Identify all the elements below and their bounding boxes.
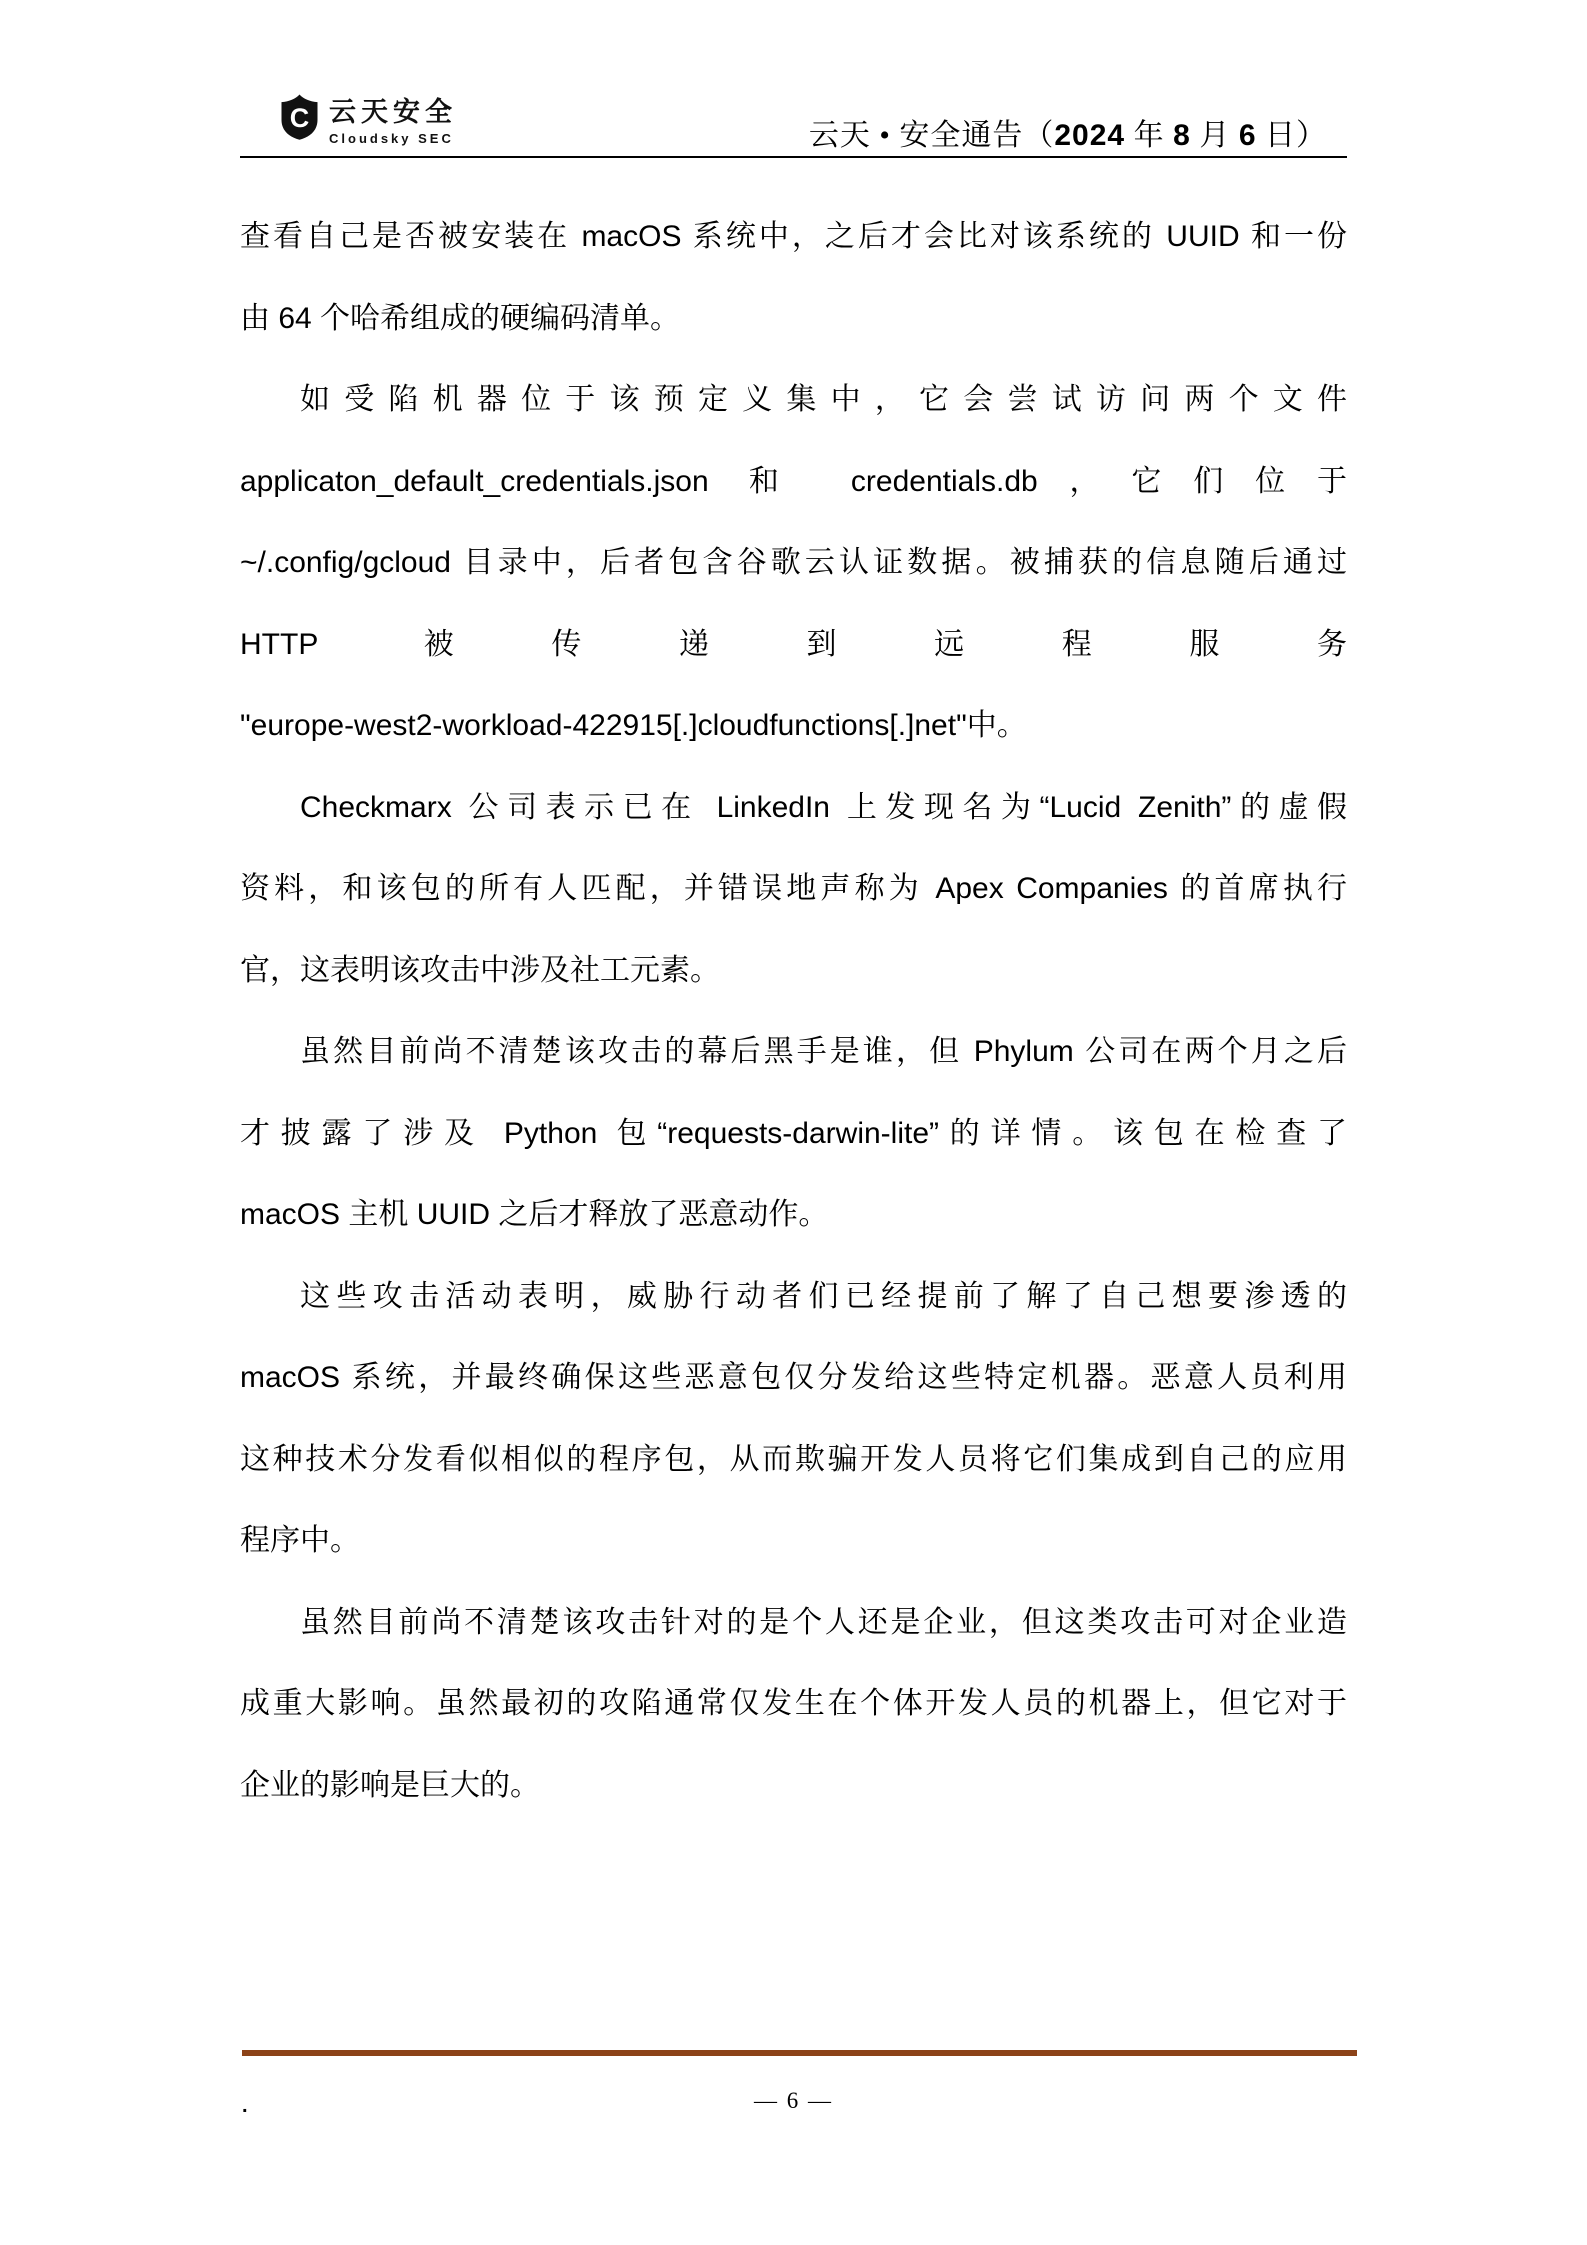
header-title-year-unit: 年 [1125, 119, 1174, 152]
body-line: 程序中。 [240, 1524, 360, 1557]
body-line: 虽然目前尚不清楚该攻击的幕后黑手是谁，但 Phylum 公司在两个月之后 [300, 1035, 1347, 1068]
header-title-month: 8 [1173, 119, 1191, 152]
body-line: 虽然目前尚不清楚该攻击针对的是个人还是企业，但这类攻击可对企业造 [300, 1605, 1347, 1639]
body-line: 由 64 个哈希组成的硬编码清单。 [240, 301, 681, 335]
page-number: — 6 — [754, 2088, 833, 2113]
footer-stray-mark: . [242, 2095, 248, 2117]
body-line: Checkmarx 公司表示已在 LinkedIn 上发现名为“Lucid Zenith”的虚假 [300, 790, 1347, 824]
body-line: 成重大影响。虽然最初的攻陷通常仅发生在个体开发人员的机器上，但它对于 [240, 1687, 1347, 1720]
body-line: 企业的影响是巨大的。 [240, 1768, 540, 1802]
header-title-month-unit: 月 [1190, 119, 1239, 152]
body-line: 才披露了涉及 Python 包“requests-darwin-lite”的详情。该包在检查了 [240, 1116, 1347, 1150]
brand-name-cn: 云天安全 [329, 97, 457, 127]
footer-divider [242, 2050, 1357, 2056]
header-divider [240, 156, 1347, 158]
body-line: 如受陷机器位于该预定义集中，它会尝试访问两个文件 [300, 383, 1347, 416]
page-header-title [809, 110, 1327, 154]
body-line: "europe-west2-workload-422915[.]cloudfunctions[.]net"中。 [240, 709, 1027, 742]
body-line: macOS 系统，并最终确保这些恶意包仅分发给这些特定机器。恶意人员利用 [240, 1361, 1347, 1394]
body-line: 这些攻击活动表明，威胁行动者们已经提前了解了自己想要渗透的 [300, 1279, 1347, 1313]
body-line: 资料，和该包的所有人匹配，并错误地声称为 Apex Companies 的首席执行 [240, 872, 1347, 905]
header-title-day-unit: 日） [1256, 119, 1327, 152]
brand-logo [281, 94, 457, 145]
body-line: 这种技术分发看似相似的程序包，从而欺骗开发人员将它们集成到自己的应用 [240, 1442, 1347, 1476]
header-title-year: 2024 [1054, 119, 1126, 152]
body-text [240, 196, 1347, 1826]
brand-name-en: Cloudsky SEC [329, 131, 454, 146]
shield-c-icon [281, 94, 318, 140]
logo-letter: C [289, 103, 310, 133]
body-line: macOS 主机 UUID 之后才释放了恶意动作。 [240, 1198, 829, 1231]
header-title-prefix: 云天 • 安全通告（ [808, 119, 1055, 152]
body-line: 官，这表明该攻击中涉及社工元素。 [240, 953, 720, 987]
header-title-day: 6 [1238, 119, 1257, 152]
body-line: HTTP 被传递到远程服务 [240, 627, 1347, 661]
body-line: ~/.config/gcloud 目录中，后者包含谷歌云认证数据。被捕获的信息随后通过 [240, 546, 1347, 579]
brand-text [329, 94, 457, 145]
body-line: 查看自己是否被安装在 macOS 系统中，之后才会比对该系统的 UUID 和一份 [240, 220, 1347, 253]
body-line: applicaton_default_credentials.json 和 credentials.db，它们位于 [240, 464, 1347, 498]
